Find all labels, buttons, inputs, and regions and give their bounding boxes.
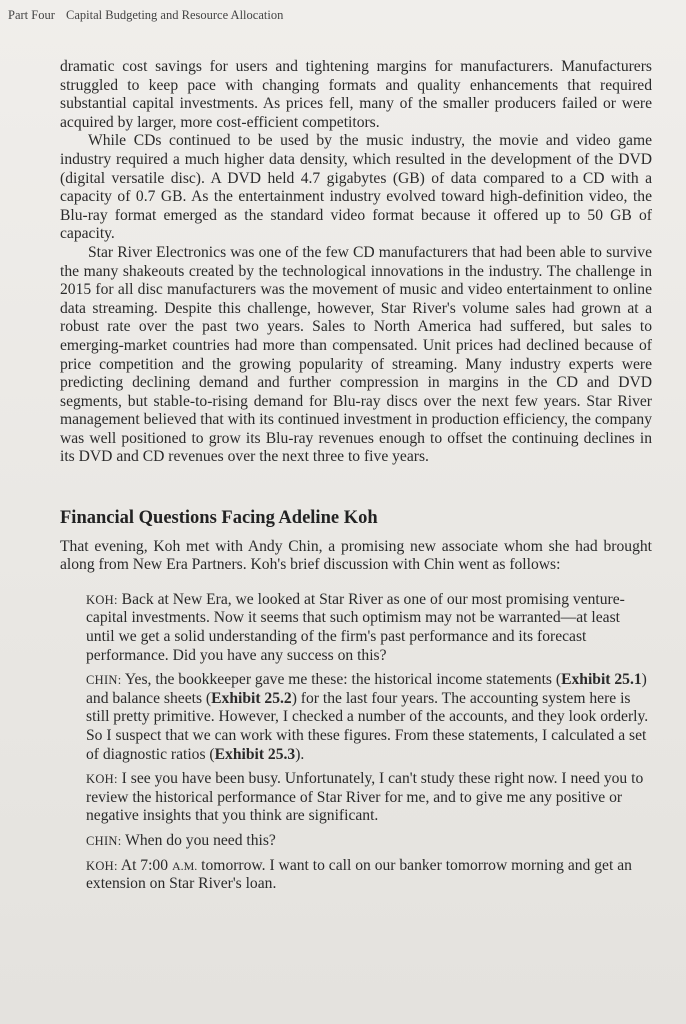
dialogue (86, 591, 652, 894)
speaker-label: KOH: (86, 592, 118, 607)
dialogue-text: Yes, the bookkeeper gave me these: the historical income statements ( (124, 671, 562, 689)
paragraph-2: While CDs continued to be used by the music industry, the movie and video game industry required a much higher data density, which resulted in the development of the DVD (digital versatile disc). A DVD held 4.7 gigabytes (GB) of data compared to a CD with a capacity of 0.7 GB. As the entertainment industry evolved toward high-definition video, the Blu-ray format emerged as the standard video format because it offered up to 50 GB of capacity. (60, 132, 652, 243)
chapter-title: Capital Budgeting and Resource Allocation (66, 8, 284, 22)
dialogue-text: Back at New Era, we looked at Star River as one of our most promising venture-capital investments. Now it seems that such optimism may not be warranted—at least until we get a solid understanding of the firm's past performance and its forecast performance. Did you have any success on this? (86, 590, 625, 664)
exhibit-ref: Exhibit 25.3 (214, 745, 296, 763)
paragraph-1: dramatic cost savings for users and tightening margins for manufacturers. Manufacturers struggled to keep pace with changing formats and quality enhancements that required substantial capital investments. As prices fell, many of the smaller producers failed or were acquired by larger, more cost-efficient competitors. (60, 58, 652, 131)
running-head (8, 8, 283, 23)
dialogue-text: ) for the last four years. The accounting system here is still pretty primitive. However, I checked a number of the accounts, and they look orderly. So I suspect that we can work with these figures. From these statements, I calculated a set of diagnostic ratios ( (86, 689, 649, 763)
dialogue-line (86, 671, 652, 764)
dialogue-line (86, 832, 652, 851)
speaker-label: KOH: (86, 772, 118, 787)
paragraph-3: Star River Electronics was one of the few CD manufacturers that had been able to survive the many shakeouts created by the technological innovations in the industry. The challenge in 2015 for all disc manufacturers was the movement of music and video entertainment to online data streaming. Despite this challenge, however, Star River's volume sales had grown at a robust rate over the past two years. Sales to North America had suffered, but sales to emerging-market countries had more than compensated. Unit prices had declined because of price competition and the growing popularity of streaming. Many industry experts were predicting declining demand and further compression in margins in the CD and DVD segments, but stable-to-rising demand for Blu-ray discs over the next few years. Star River management believed that with its continued investment in production efficiency, the company was well positioned to grow its Blu-ray revenues enough to offset the continuing declines in its DVD and CD revenues over the next three to five years. (60, 243, 652, 466)
speaker-label: CHIN: (86, 833, 122, 848)
dialogue-line (86, 770, 652, 826)
exhibit-ref: Exhibit 25.1 (561, 671, 642, 689)
dialogue-line (86, 857, 652, 894)
dialogue-text: I see you have been busy. Unfortunately, I can't study these right now. I need you to review the historical performance of Star River for me, and to give me any positive or negative insights that you think are significant. (86, 770, 644, 825)
dialogue-text: tomorrow. I want to call on our banker tomorrow morning and get an extension on Star River's loan. (86, 856, 632, 893)
section-intro: That evening, Koh met with Andy Chin, a promising new associate whom she had brought along from New Era Partners. Koh's brief discussion with Chin went as follows: (60, 537, 652, 574)
exhibit-ref: Exhibit 25.2 (211, 689, 292, 707)
part-label: Part Four (8, 8, 55, 22)
dialogue-text: ). (295, 745, 305, 763)
page-content (60, 58, 652, 900)
time-suffix: A.M. (171, 858, 198, 873)
section-heading: Financial Questions Facing Adeline Koh (60, 508, 378, 529)
dialogue-text: When do you need this? (125, 831, 276, 849)
speaker-label: KOH: (86, 858, 118, 873)
dialogue-text: ) and balance sheets ( (86, 671, 647, 707)
dialogue-line (86, 591, 652, 665)
speaker-label: CHIN: (86, 673, 122, 688)
dialogue-text: At 7:00 (120, 856, 172, 874)
